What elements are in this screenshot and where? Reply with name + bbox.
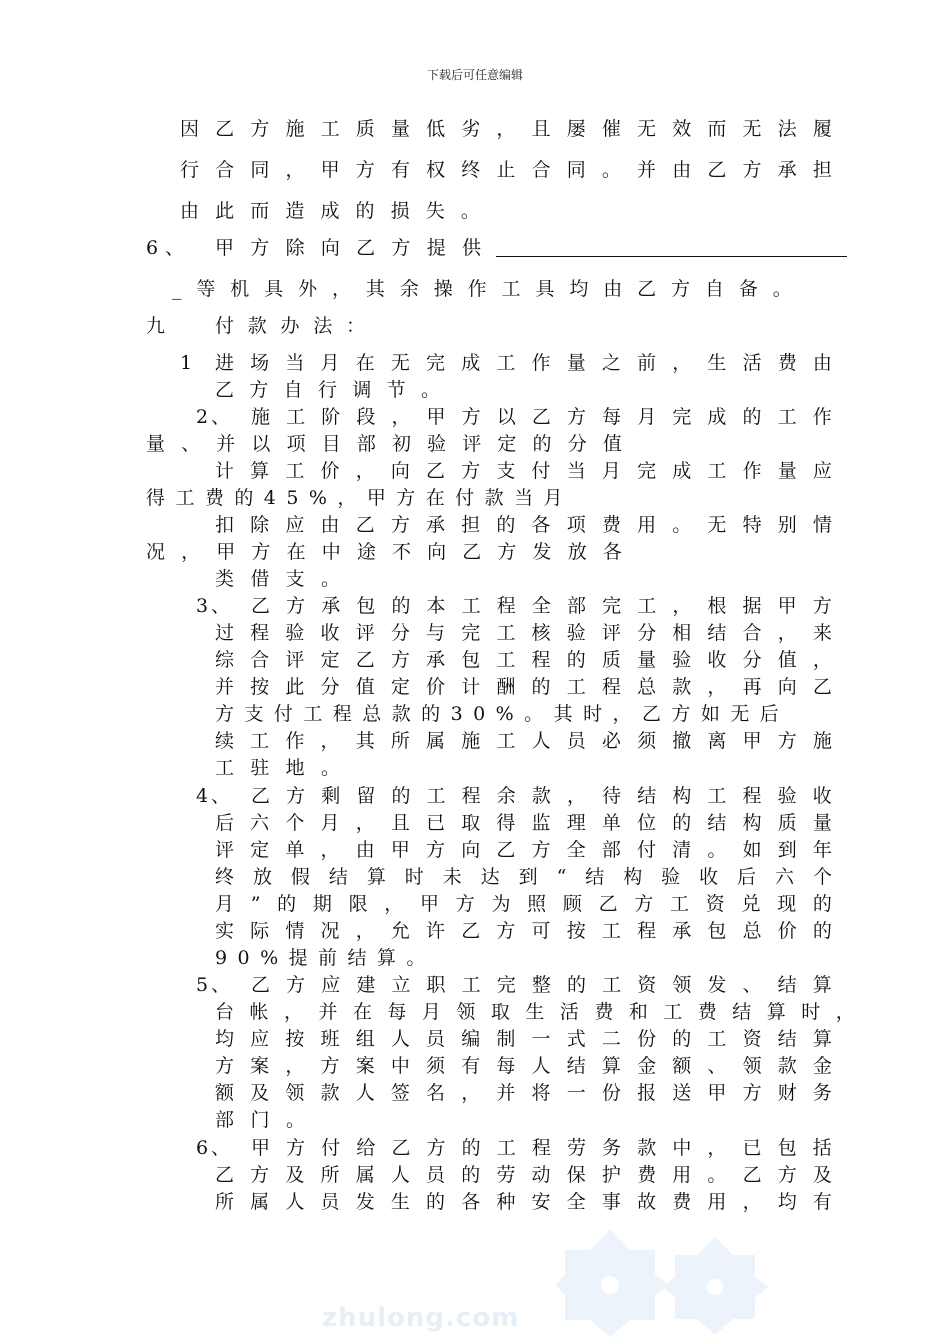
- text-line-l7b: 进 场 当 月 在 无 完 成 工 作 量 之 前 ， 生 活 费 由: [215, 352, 832, 374]
- text-line-l20: 方支付工程总款的30%。其时，乙方如无后: [215, 703, 790, 725]
- text-line-l28: 实 际 情 况 ， 允 许 乙 方 可 按 工 程 承 包 总 价 的: [215, 920, 832, 942]
- fill-in-blank-line: [496, 256, 847, 257]
- text-line-l7a: 1: [180, 352, 203, 374]
- text-line-l8: 乙 方 自 行 调 节 。: [215, 379, 440, 401]
- text-line-l6b: 付 款 办 法 ：: [215, 315, 365, 337]
- text-line-l9a: 2 、: [196, 406, 230, 428]
- text-line-l33: 方 案 ， 方 案 中 须 有 每 人 结 算 金 额 、 领 款 金: [215, 1055, 832, 1077]
- text-line-l15: 类 借 支 。: [215, 568, 340, 590]
- text-line-l26: 终 放 假 结 算 时 未 达 到 “ 结 构 验 收 后 六 个: [215, 866, 832, 888]
- text-line-l36a: 6 、: [196, 1137, 230, 1159]
- text-line-l2: 行 合 同 ， 甲 方 有 权 终 止 合 同 。 并 由 乙 方 承 担: [180, 159, 832, 181]
- text-line-l36b: 甲 方 付 给 乙 方 的 工 程 劳 务 款 中 ， 已 包 括: [251, 1137, 832, 1159]
- text-line-l3: 由 此 而 造 成 的 损 失 。: [180, 200, 480, 222]
- text-line-l37: 乙 方 及 所 属 人 员 的 劳 动 保 护 费 用 。 乙 方 及: [215, 1164, 832, 1186]
- text-line-l21: 续 工 作 ， 其 所 属 施 工 人 员 必 须 撤 离 甲 方 施: [215, 730, 832, 752]
- text-line-l30b: 乙 方 应 建 立 职 工 完 整 的 工 资 领 发 、 结 算: [251, 974, 832, 996]
- text-line-l22: 工 驻 地 。: [215, 757, 340, 779]
- watermark-text: zhulong.com: [322, 1303, 520, 1333]
- text-line-l5: _ 等 机 具 外 ， 其 余 操 作 工 具 均 由 乙 方 自 备 。: [172, 278, 792, 300]
- text-line-l12: 得工费的45%，甲方在付款当月: [146, 487, 573, 509]
- text-line-l38: 所 属 人 员 发 生 的 各 种 安 全 事 故 费 用 ， 均 有: [215, 1191, 832, 1213]
- text-line-l19: 并 按 此 分 值 定 价 计 酬 的 工 程 总 款 ， 再 向 乙: [215, 676, 832, 698]
- text-line-l4b: 甲 方 除 向 乙 方 提 供: [215, 237, 481, 259]
- text-line-l31: 台 帐 ， 并 在 每 月 领 取 生 活 费 和 工 费 结 算 时 ，: [215, 1001, 855, 1023]
- text-line-l23a: 4 、: [196, 785, 230, 807]
- text-line-l13: 扣 除 应 由 乙 方 承 担 的 各 项 费 用 。 无 特 别 情: [215, 514, 832, 536]
- text-line-l34: 额 及 领 款 人 签 名 ， 并 将 一 份 报 送 甲 方 财 务: [215, 1082, 832, 1104]
- text-line-l18: 综 合 评 定 乙 方 承 包 工 程 的 质 量 验 收 分 值 ，: [215, 649, 832, 671]
- text-line-l30a: 5 、: [196, 974, 230, 996]
- text-line-l24: 后 六 个 月 ， 且 已 取 得 监 理 单 位 的 结 构 质 量: [215, 812, 832, 834]
- text-line-l4a: 6 、: [146, 237, 184, 259]
- text-line-l23b: 乙 方 剩 留 的 工 程 余 款 ， 待 结 构 工 程 验 收: [251, 785, 832, 807]
- page-header-note: 下载后可任意编辑: [426, 68, 523, 82]
- text-line-l16a: 3 、: [196, 595, 230, 617]
- text-line-l17: 过 程 验 收 评 分 与 完 工 核 验 评 分 相 结 合 ， 来: [215, 622, 832, 644]
- text-line-l14: 况 ， 甲 方 在 中 途 不 向 乙 方 发 放 各: [146, 541, 622, 563]
- text-line-l29: 90%提前结算。: [215, 947, 436, 969]
- text-line-l27: 月 ” 的 期 限 ， 甲 方 为 照 顾 乙 方 工 资 兑 现 的: [215, 893, 832, 915]
- text-line-l32: 均 应 按 班 组 人 员 编 制 一 式 二 份 的 工 资 结 算: [215, 1028, 832, 1050]
- text-line-l1: 因 乙 方 施 工 质 量 低 劣 ， 且 屡 催 无 效 而 无 法 履: [180, 118, 832, 140]
- snowflake-logo-icon: [555, 1225, 785, 1340]
- text-line-l35: 部 门 。: [215, 1109, 305, 1131]
- text-line-l11: 计 算 工 价 ， 向 乙 方 支 付 当 月 完 成 工 作 量 应: [215, 460, 832, 482]
- text-line-l9b: 施 工 阶 段 ， 甲 方 以 乙 方 每 月 完 成 的 工 作: [251, 406, 832, 428]
- text-line-l10: 量 、 并 以 项 目 部 初 验 评 定 的 分 值: [146, 433, 622, 455]
- text-line-l16b: 乙 方 承 包 的 本 工 程 全 部 完 工 ， 根 据 甲 方: [251, 595, 832, 617]
- text-line-l6a: 九: [146, 315, 176, 337]
- text-line-l25: 评 定 单 ， 由 甲 方 向 乙 方 全 部 付 清 。 如 到 年: [215, 839, 832, 861]
